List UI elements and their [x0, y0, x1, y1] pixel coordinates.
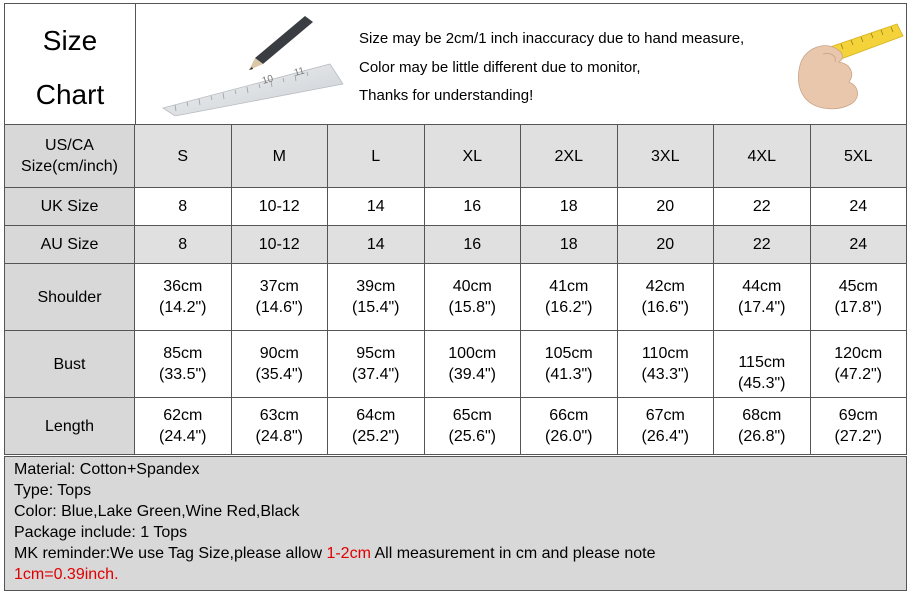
- product-info-footer: [4, 456, 907, 591]
- size-4xl: 4XL: [714, 125, 811, 188]
- material-text: Material: Cotton+Spandex: [14, 461, 200, 478]
- table-cell: [328, 331, 425, 398]
- cell-cm: 68cm: [742, 407, 782, 424]
- table-row-uk-size: [5, 188, 907, 226]
- table-cell: 16: [424, 188, 521, 226]
- table-cell: [521, 264, 618, 331]
- size-table: [4, 124, 907, 455]
- cell-cm: 85cm: [163, 345, 203, 362]
- cell-cm: 40cm: [452, 278, 492, 295]
- note-line-1: Size may be 2cm/1 inch inaccuracy due to hand measure,: [359, 30, 745, 47]
- table-cell: [714, 398, 811, 455]
- table-cell: 24: [810, 188, 907, 226]
- table-cell: [521, 398, 618, 455]
- cell-inch: (41.3"): [545, 366, 593, 383]
- type-text: Type: Tops: [14, 482, 92, 499]
- cell-inch: (25.2"): [352, 428, 400, 445]
- table-cell: 22: [714, 226, 811, 264]
- title-line-2: Chart: [35, 79, 105, 110]
- cell-inch: (45.3"): [738, 375, 786, 392]
- cell-inch: (14.6"): [255, 299, 303, 316]
- table-cell: [810, 398, 907, 455]
- table-cell: [135, 398, 232, 455]
- cell-inch: (15.4"): [352, 299, 400, 316]
- cell-cm: 39cm: [356, 278, 396, 295]
- cell-cm: 65cm: [452, 407, 492, 424]
- table-cell: 8: [135, 188, 232, 226]
- table-cell: [521, 331, 618, 398]
- row-label-length: Length: [5, 398, 135, 455]
- cell-inch: (25.6"): [448, 428, 496, 445]
- cell-inch: (39.4"): [448, 366, 496, 383]
- size-header-label: US/CA Size(cm/inch): [5, 125, 135, 188]
- table-cell: [231, 264, 328, 331]
- size-s: S: [135, 125, 232, 188]
- size-m: M: [231, 125, 328, 188]
- cell-cm: 44cm: [742, 278, 782, 295]
- row-label-shoulder: Shoulder: [5, 264, 135, 331]
- conversion-text: 1cm=0.39inch.: [14, 566, 119, 583]
- cell-cm: 64cm: [356, 407, 396, 424]
- reminder-highlight: 1-2cm: [326, 545, 371, 562]
- table-cell: [617, 264, 714, 331]
- ruler-mark-10: 10: [260, 73, 275, 87]
- size-chart-title: [5, 4, 136, 124]
- cell-inch: (33.5"): [159, 366, 207, 383]
- table-cell: [135, 331, 232, 398]
- cell-cm: 110cm: [641, 345, 689, 362]
- size-l: L: [328, 125, 425, 188]
- cell-cm: 41cm: [549, 278, 589, 295]
- table-cell: 16: [424, 226, 521, 264]
- cell-cm: 63cm: [259, 407, 299, 424]
- table-cell: [617, 331, 714, 398]
- size-3xl: 3XL: [617, 125, 714, 188]
- cell-cm: 37cm: [259, 278, 299, 295]
- table-cell: 8: [135, 226, 232, 264]
- cell-inch: (47.2"): [834, 366, 882, 383]
- table-row-bust: [5, 331, 907, 398]
- table-row-length: [5, 398, 907, 455]
- table-cell: [714, 331, 811, 398]
- row-label-bust: Bust: [5, 331, 135, 398]
- ruler-mark-11: 11: [292, 65, 306, 79]
- cell-cm: 100cm: [448, 345, 497, 362]
- cell-inch: (24.4"): [159, 428, 207, 445]
- table-cell: [328, 264, 425, 331]
- ruler-pencil-illustration: [155, 12, 345, 116]
- table-cell: [617, 398, 714, 455]
- cell-cm: 67cm: [645, 407, 685, 424]
- cell-inch: (26.4"): [641, 428, 689, 445]
- table-cell: [424, 264, 521, 331]
- table-cell: 10-12: [231, 188, 328, 226]
- table-cell: [810, 264, 907, 331]
- table-cell: [424, 331, 521, 398]
- table-cell: 10-12: [231, 226, 328, 264]
- table-cell: [328, 398, 425, 455]
- cell-inch: (27.2"): [834, 428, 882, 445]
- cell-cm: 90cm: [259, 345, 299, 362]
- note-line-2: Color may be little different due to monitor,: [359, 59, 641, 76]
- cell-inch: (26.8"): [738, 428, 786, 445]
- table-row-au-size: [5, 226, 907, 264]
- cell-cm: 120cm: [834, 345, 883, 362]
- table-cell: [810, 331, 907, 398]
- size-5xl: 5XL: [810, 125, 907, 188]
- table-row-sizes: [5, 125, 907, 188]
- table-cell: [424, 398, 521, 455]
- color-text: Color: Blue,Lake Green,Wine Red,Black: [14, 503, 300, 520]
- cell-inch: (17.8"): [834, 299, 882, 316]
- note-line-3: Thanks for understanding!: [359, 87, 534, 104]
- cell-inch: (16.2"): [545, 299, 593, 316]
- table-cell: 20: [617, 188, 714, 226]
- cell-cm: 95cm: [356, 345, 396, 362]
- table-cell: [135, 264, 232, 331]
- cell-inch: (17.4"): [738, 299, 786, 316]
- reminder-prefix: MK reminder:We use Tag Size,please allow: [14, 545, 327, 562]
- cell-inch: (37.4"): [352, 366, 400, 383]
- table-cell: 18: [521, 226, 618, 264]
- size-chart-header: [4, 3, 907, 125]
- table-cell: 14: [328, 226, 425, 264]
- table-cell: 18: [521, 188, 618, 226]
- cell-cm: 115cm: [738, 354, 786, 371]
- reminder-suffix: All measurement in cm and please note: [370, 545, 656, 562]
- size-2xl: 2XL: [521, 125, 618, 188]
- size-xl: XL: [424, 125, 521, 188]
- table-row-shoulder: [5, 264, 907, 331]
- cell-inch: (26.0"): [545, 428, 593, 445]
- cell-cm: 105cm: [544, 345, 593, 362]
- cell-cm: 45cm: [838, 278, 878, 295]
- cell-cm: 36cm: [163, 278, 203, 295]
- row-label-uk-size: UK Size: [5, 188, 135, 226]
- size-chart-sheet: [4, 3, 907, 591]
- table-cell: 14: [328, 188, 425, 226]
- cell-inch: (43.3"): [641, 366, 689, 383]
- row-label-au-size: AU Size: [5, 226, 135, 264]
- cell-cm: 69cm: [838, 407, 878, 424]
- cell-inch: (35.4"): [255, 366, 303, 383]
- table-cell: 22: [714, 188, 811, 226]
- cell-inch: (15.8"): [448, 299, 496, 316]
- table-cell: [231, 331, 328, 398]
- table-cell: 20: [617, 226, 714, 264]
- table-cell: [714, 264, 811, 331]
- reminder-text: [14, 543, 906, 564]
- cell-cm: 42cm: [645, 278, 685, 295]
- package-text: Package include: 1 Tops: [14, 524, 188, 541]
- table-cell: [231, 398, 328, 455]
- cell-cm: 66cm: [549, 407, 589, 424]
- cell-inch: (14.2"): [159, 299, 207, 316]
- title-line-1: Size: [42, 25, 98, 56]
- cell-inch: (24.8"): [255, 428, 303, 445]
- table-cell: 24: [810, 226, 907, 264]
- cell-cm: 62cm: [163, 407, 203, 424]
- measuring-tape-hand-illustration: [797, 18, 905, 114]
- cell-inch: (16.6"): [641, 299, 689, 316]
